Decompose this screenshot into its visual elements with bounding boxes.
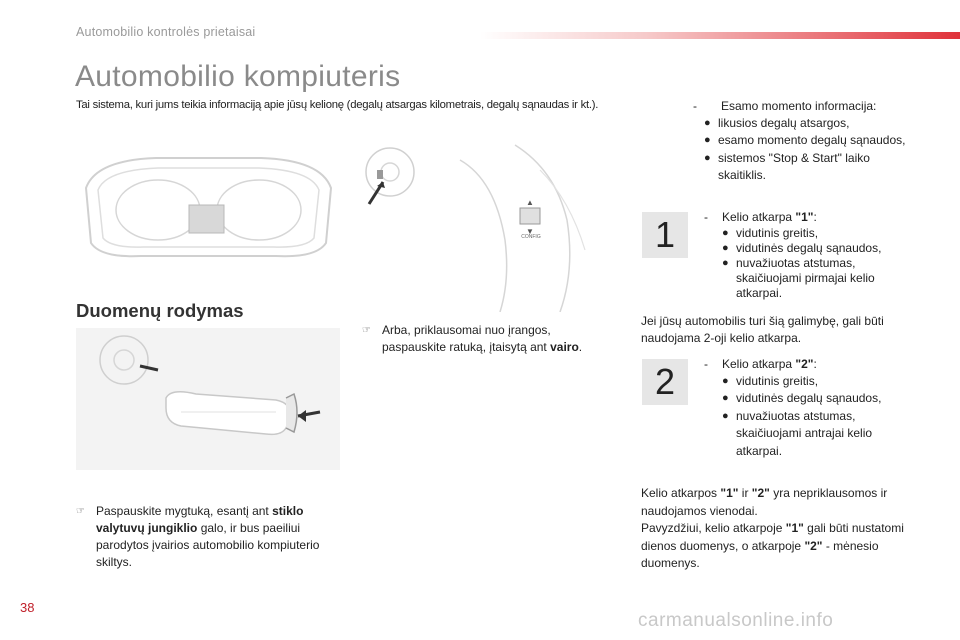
note-text: ir [738,486,752,500]
note-bold: "2" [804,538,823,553]
list-item: ● likusios degalų atsargos, [704,115,911,133]
trip-2-heading-prefix: Kelio atkarpa [722,357,796,371]
wiper-stalk-drawing [76,328,340,470]
header-accent-bar [480,32,960,39]
note-bold: "1" [785,521,804,535]
trip-2-note: Jei jūsų automobilis turi šią galimybę, gali būti naudojama 2-oji kelio atkarpa. [641,314,884,345]
trip-2-heading [641,356,911,373]
trip-2-heading-bold: "2" [795,357,814,371]
arrow-bullet-icon: ☞ [362,325,371,336]
steering-wheel-drawing [355,140,625,312]
steering-wheel-illustration [355,140,625,312]
trip-1-heading [641,209,911,226]
current-info-block: - Esamo momento informacija: ● likusios degalų atsargos, ● esamo momento degalų sąnaudos, ● sistemos "Stop & Start" laiko skaitiklis. [641,98,911,185]
trip-1-tab: 1 [642,212,688,258]
steering-instruction-bold: vairo [550,340,579,354]
note-bold: "2" [751,486,770,500]
trip-1-heading-prefix: Kelio atkarpa [722,210,796,224]
section-heading: Duomenų rodymas [76,300,244,321]
instrument-cluster-illustration [76,148,339,268]
steering-instruction-suffix: . [578,340,583,354]
note-text: Pavyzdžiui, kelio atkarpoje [641,521,786,535]
trip-2-list [641,373,911,461]
trip-1-block: - Kelio atkarpa "1": ● vidutinis greitis, ● vidutinės degalų sąnaudos, ● nuvažiuotas atstumas, skaičiuojami pirmajai kelio atkarpai. [641,209,911,301]
trip-independence-note [641,485,906,573]
list-item: ● vidutinės degalų sąnaudos, [722,390,911,408]
note-text: yra nepriklausomos ir naudojamos vienodai. [641,486,888,518]
wiper-instruction-suffix: galo, ir bus paeiliui parodytos įvairios automobilio kompiuterio skiltys. [96,521,320,569]
instrument-cluster-drawing [76,148,339,268]
list-item: ● nuvažiuotas atstumas, skaičiuojami pirmajai kelio atkarpai. [722,256,911,301]
list-item: ● vidutinis greitis, [722,373,911,391]
current-info-heading: Esamo momento informacija: [721,99,877,113]
list-item: ● vidutinis greitis, [722,226,911,241]
steering-instruction [362,322,607,356]
steering-instruction-prefix: Arba, priklausomai nuo įrangos, paspauskite ratuką, įtaisytą ant [382,323,551,354]
trip-1-heading-bold: "1" [795,210,814,224]
page-number: 38 [20,600,35,615]
list-item: ● nuvažiuotas atstumas, skaičiuojami antrajai kelio atkarpai. [722,408,911,461]
trip-1-list [641,226,911,301]
wiper-instruction [76,503,344,571]
intro-text: Tai sistema, kuri jums teikia informaciją apie jūsų kelionę (degalų atsargas kilometrais, degalų sąnaudas ir kt.). [76,99,599,111]
config-button-label: CONFIG [521,234,541,240]
list-item: ● sistemos "Stop & Start" laiko skaitiklis. [704,150,911,185]
note-text: Kelio atkarpos [641,486,721,500]
wiper-instruction-bold: stiklo valytuvų jungiklio [96,504,304,535]
arrow-bullet-icon: ☞ [76,506,85,517]
note-bold: "1" [720,486,739,500]
trip-2-block: - Kelio atkarpa "2": ● vidutinis greitis, ● vidutinės degalų sąnaudos, ● nuvažiuotas atstumas, skaičiuojami antrajai kelio atkarpai. [641,356,911,460]
current-info-list [641,115,911,185]
note-text: - mėnesio duomenys. [641,538,879,570]
svg-text:▼: ▼ [526,227,534,236]
note-text: gali būti nustatomi dienos duomenys, o atkarpoje [641,521,904,553]
trip-2-tab: 2 [642,359,688,405]
list-item: ● vidutinės degalų sąnaudos, [722,241,911,256]
wiper-instruction-prefix: Paspauskite mygtuką, esantį ant [96,504,273,518]
wiper-stalk-illustration [76,328,340,470]
watermark: carmanualsonline.info [638,610,834,631]
running-header: Automobilio kontrolės prietaisai [76,25,256,39]
trip-2-heading-suffix: : [813,357,817,371]
svg-text:▲: ▲ [526,198,534,207]
list-item: ● esamo momento degalų sąnaudos, [704,132,911,150]
trip-1-heading-suffix: : [813,210,817,224]
page-title: Automobilio kompiuteris [75,60,401,93]
